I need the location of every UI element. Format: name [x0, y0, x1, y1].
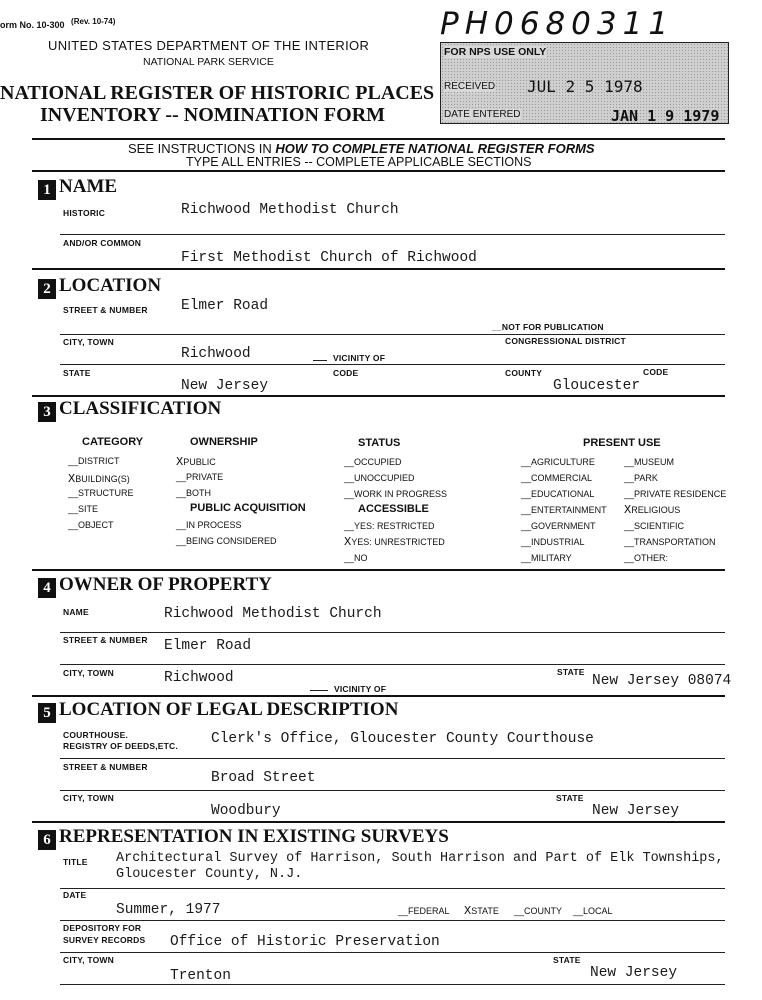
section-title: LOCATION [59, 275, 162, 296]
vicinity-blank [310, 690, 328, 691]
field-line [60, 334, 725, 335]
instructions-line1 [128, 141, 595, 156]
survey-title-label: TITLE [63, 857, 88, 867]
divider [32, 170, 725, 172]
survey-state-value: New Jersey [590, 965, 678, 981]
section-6-header [38, 826, 449, 850]
vicinity-label: VICINITY OF [333, 353, 386, 363]
option-text: YES: UNRESTRICTED [351, 537, 445, 547]
field-line [60, 952, 725, 953]
use-government: __GOVERNMENT [521, 521, 596, 531]
code-label: CODE [333, 368, 359, 378]
owner-state-label: STATE [557, 667, 585, 677]
status-occupied: __OCCUPIED [344, 457, 402, 467]
legal-street-label: STREET & NUMBER [63, 762, 148, 772]
category-buildings [68, 472, 130, 486]
section-title: OWNER OF PROPERTY [59, 574, 272, 595]
category-object: __OBJECT [68, 520, 114, 530]
present-use-heading: PRESENT USE [583, 437, 661, 449]
historic-name: Richwood Methodist Church [181, 202, 399, 218]
section-number: 1 [38, 180, 56, 200]
survey-state [464, 904, 499, 918]
use-entertainment: __ENTERTAINMENT [521, 505, 607, 515]
section-title: NAME [59, 176, 118, 197]
divider [32, 821, 725, 823]
divider [32, 138, 725, 140]
city-value: Richwood [181, 346, 251, 362]
field-line [60, 790, 725, 791]
accessible-no: __NO [344, 553, 368, 563]
field-line [60, 920, 725, 921]
courthouse-label-line1: COURTHOUSE. [63, 730, 129, 740]
section-2-header [38, 275, 161, 299]
x-mark: X [68, 472, 76, 486]
received-stamp: JUL 2 5 1978 [527, 77, 643, 96]
survey-title-line2: Gloucester County, N.J. [116, 867, 303, 882]
state-value: New Jersey [181, 378, 269, 394]
divider [32, 569, 725, 571]
state-label: STATE [63, 368, 91, 378]
ownership-private: __PRIVATE [176, 472, 224, 482]
field-line [60, 888, 725, 889]
field-line [60, 364, 725, 365]
common-name: First Methodist Church of Richwood [181, 250, 477, 266]
field-line [60, 984, 725, 985]
survey-local: __LOCAL [573, 906, 613, 916]
county-code-label: CODE [643, 367, 669, 377]
use-agriculture: __AGRICULTURE [521, 457, 595, 467]
option-text: STATE [471, 906, 499, 916]
county-value: Gloucester [553, 378, 641, 394]
x-mark: X [464, 904, 472, 918]
field-line [60, 632, 725, 633]
use-private-residence: __PRIVATE RESIDENCE [624, 489, 727, 499]
divider [32, 395, 725, 397]
form-revision: (Rev. 10-74) [71, 17, 116, 26]
use-industrial: __INDUSTRIAL [521, 537, 585, 547]
field-line [60, 758, 725, 759]
form-title-line1: NATIONAL REGISTER OF HISTORIC PLACES [0, 82, 435, 104]
legal-city: Woodbury [211, 803, 281, 819]
survey-date: Summer, 1977 [116, 902, 221, 918]
nps-use-only-box [440, 42, 729, 124]
instructions-em: HOW TO COMPLETE NATIONAL REGISTER FORMS [275, 141, 595, 156]
owner-state: New Jersey 08074 [592, 673, 732, 689]
city-label: CITY, TOWN [63, 337, 114, 347]
divider [32, 268, 725, 270]
section-number: 5 [38, 703, 56, 723]
form-number-text: orm No. 10-300 [0, 20, 65, 30]
section-title: CLASSIFICATION [59, 398, 222, 419]
section-number: 2 [38, 279, 56, 299]
accessible-unrestricted [344, 535, 445, 549]
county-label: COUNTY [505, 368, 543, 378]
owner-vicinity-label: VICINITY OF [334, 684, 387, 694]
ownership-heading: OWNERSHIP [190, 436, 258, 448]
owner-city: Richwood [164, 670, 234, 686]
common-name-label: AND/OR COMMON [63, 238, 142, 248]
survey-title-line1: Architectural Survey of Harrison, South Harrison and Part of Elk Townships, [116, 851, 724, 866]
date-entered-label: DATE ENTERED [444, 109, 521, 120]
accessible-restricted: __YES: RESTRICTED [344, 521, 435, 531]
congressional-district-label: CONGRESSIONAL DISTRICT [505, 336, 626, 346]
department-name: UNITED STATES DEPARTMENT OF THE INTERIOR [48, 38, 370, 53]
survey-county: __COUNTY [514, 906, 563, 916]
option-text: BUILDING(S) [75, 474, 130, 484]
acquisition-being-considered: __BEING CONSIDERED [176, 536, 277, 546]
date-entered-stamp: JAN 1 9 1979 [611, 107, 720, 125]
category-structure: __STRUCTURE [68, 488, 134, 498]
use-military: __MILITARY [521, 553, 572, 563]
option-text: RELIGIOUS [631, 505, 681, 515]
category-site: __SITE [68, 504, 99, 514]
survey-city: Trenton [170, 968, 231, 984]
depository-label-line1: DEPOSITORY FOR [63, 923, 142, 933]
use-transportation: __TRANSPORTATION [624, 537, 716, 547]
not-for-publication: __NOT FOR PUBLICATION [492, 322, 604, 332]
courthouse-value: Clerk's Office, Gloucester County Courthouse [211, 731, 594, 747]
form-number [0, 17, 116, 30]
section-3-header [38, 398, 221, 422]
legal-state-label: STATE [556, 793, 584, 803]
form-title-line2: INVENTORY -- NOMINATION FORM [40, 104, 386, 126]
depository-value: Office of Historic Preservation [170, 934, 440, 950]
section-title: LOCATION OF LEGAL DESCRIPTION [59, 699, 399, 720]
acquisition-in-process: __IN PROCESS [176, 520, 242, 530]
x-mark: X [176, 455, 184, 469]
use-commercial: __COMMERCIAL [521, 473, 593, 483]
legal-street: Broad Street [211, 770, 316, 786]
owner-street: Elmer Road [164, 638, 252, 654]
use-park: __PARK [624, 473, 658, 483]
section-number: 6 [38, 830, 56, 850]
survey-federal: __FEDERAL [398, 906, 450, 916]
survey-date-label: DATE [63, 890, 87, 900]
category-heading: CATEGORY [82, 436, 144, 448]
instructions-line2: TYPE ALL ENTRIES -- COMPLETE APPLICABLE SECTIONS [186, 155, 532, 169]
use-scientific: __SCIENTIFIC [624, 521, 685, 531]
use-educational: __EDUCATIONAL [521, 489, 595, 499]
section-title: REPRESENTATION IN EXISTING SURVEYS [59, 826, 449, 847]
street-label: STREET & NUMBER [63, 305, 148, 315]
instructions-text: SEE INSTRUCTIONS IN [128, 141, 276, 156]
public-acquisition-heading: PUBLIC ACQUISITION [190, 502, 306, 514]
use-museum: __MUSEUM [624, 457, 675, 467]
legal-city-label: CITY, TOWN [63, 793, 114, 803]
owner-city-label: CITY, TOWN [63, 668, 114, 678]
category-district: __DISTRICT [68, 456, 120, 466]
field-line [60, 664, 725, 665]
received-label: RECEIVED [444, 81, 496, 92]
survey-state-label: STATE [553, 955, 581, 965]
owner-street-label: STREET & NUMBER [63, 635, 148, 645]
owner-name: Richwood Methodist Church [164, 606, 382, 622]
section-5-header [38, 699, 398, 723]
section-4-header [38, 574, 272, 598]
x-mark: X [624, 503, 632, 517]
x-mark: X [344, 535, 352, 549]
vicinity-blank [313, 360, 327, 361]
section-number: 4 [38, 578, 56, 598]
courthouse-label-line2: REGISTRY OF DEEDS,ETC. [63, 741, 178, 751]
status-work-in-progress: __WORK IN PROGRESS [344, 489, 448, 499]
accessible-heading: ACCESSIBLE [358, 503, 429, 515]
nps-box-title: FOR NPS USE ONLY [444, 46, 547, 58]
service-name: NATIONAL PARK SERVICE [143, 56, 274, 68]
option-text: PUBLIC [183, 457, 216, 467]
street-value: Elmer Road [181, 298, 269, 314]
section-1-header [38, 176, 117, 200]
status-unoccupied: __UNOCCUPIED [344, 473, 415, 483]
handwritten-reference-number: PH0680311 [440, 6, 675, 42]
ownership-both: __BOTH [176, 488, 212, 498]
depository-label-line2: SURVEY RECORDS [63, 935, 146, 945]
field-line [60, 234, 725, 235]
owner-name-label: NAME [63, 607, 89, 617]
use-other: __OTHER: [624, 553, 669, 563]
historic-label: HISTORIC [63, 208, 106, 218]
ownership-public [176, 455, 216, 469]
divider [32, 695, 725, 697]
legal-state: New Jersey [592, 803, 680, 819]
survey-city-label: CITY, TOWN [63, 955, 114, 965]
status-heading: STATUS [358, 437, 401, 449]
section-number: 3 [38, 402, 56, 422]
use-religious [624, 503, 680, 517]
